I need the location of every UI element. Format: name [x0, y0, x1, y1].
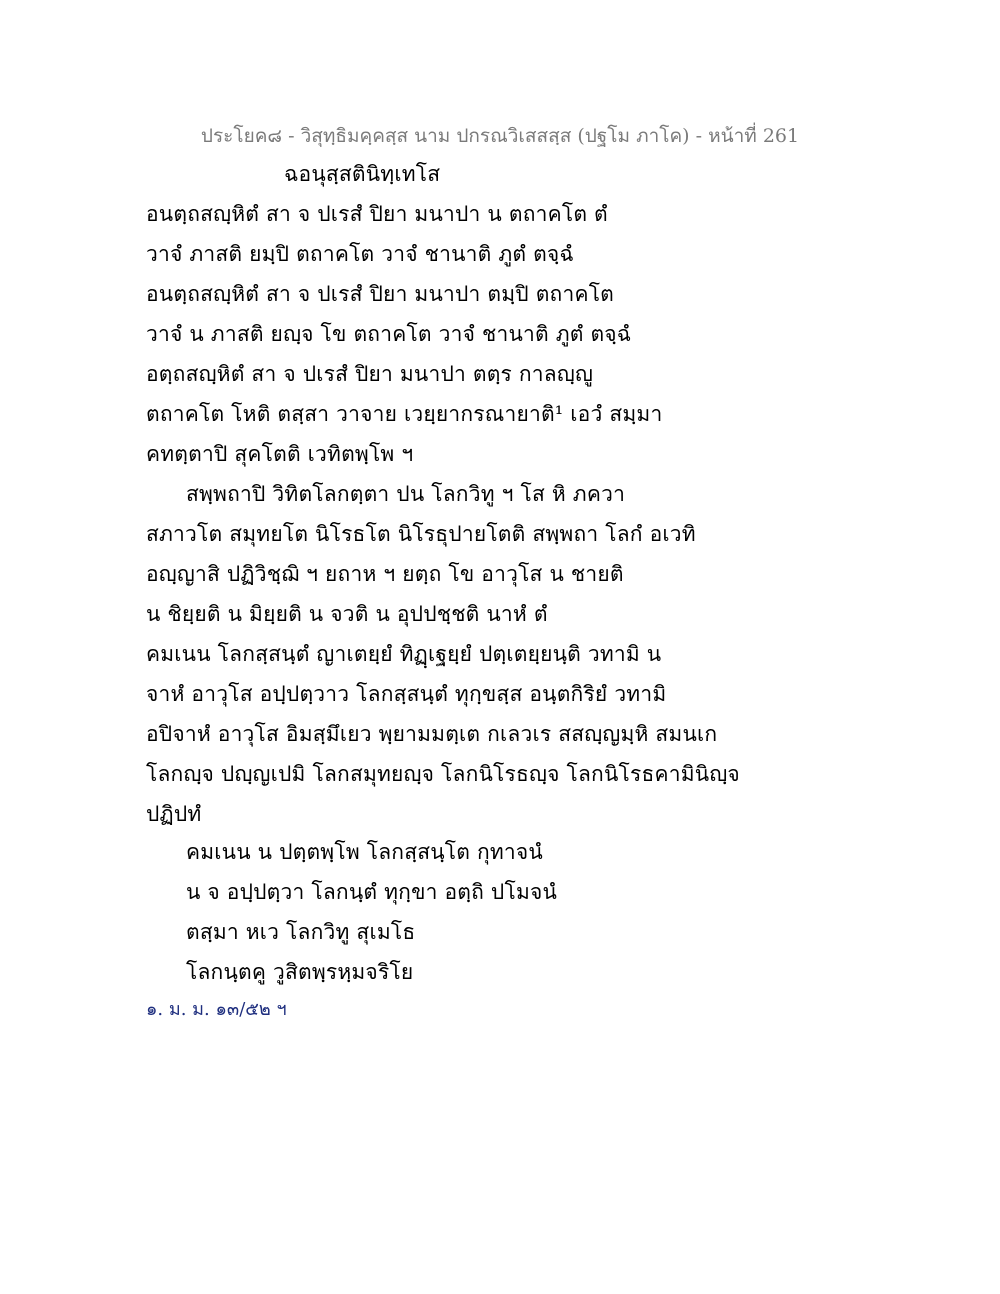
section-title: ฉอนุสฺสตินิทฺเทโส	[284, 162, 441, 186]
text-line: อนตฺถสญฺหิตํ สา จ ปเรสํ ปิยา มนาปา ตมฺปิ ตถาคโต	[146, 282, 615, 306]
text-line: ตถาคโต โหติ ตสฺสา วาจาย เวยฺยากรณายาติ¹ เอวํ สมฺมา	[146, 402, 663, 426]
text-line: คมเนน โลกสฺสนฺตํ ญาเตยฺยํ ทิฏฺเฐยฺยํ ปตฺเตยฺยนฺติ วทามิ น	[146, 642, 662, 666]
text-line: คทตฺตาปิ สุคโตติ เวทิตพฺโพ ฯ	[146, 442, 414, 466]
text-line: อญฺญาสิ ปฏิวิชฺฌิ ฯ ยถาห ฯ ยตฺถ โข อาวุโส น ชายติ	[146, 562, 624, 586]
text-line: สพฺพถาปิ วิทิตโลกตฺตา ปน โลกวิทู ฯ โส หิ ภควา	[186, 482, 626, 506]
text-line: จาหํ อาวุโส อปฺปตฺวาว โลกสฺสนฺตํ ทุกฺขสฺส อนฺตกิริยํ วทามิ	[146, 682, 667, 706]
running-head: ประโยค๘ - วิสุทฺธิมคฺคสฺส นาม ปกรณวิเสสสฺส (ปฐโม ภาโค) - หน้าที่ 261	[200, 125, 800, 147]
text-line: อตฺถสญฺหิตํ สา จ ปเรสํ ปิยา มนาปา ตตฺร กาลญฺญู	[146, 362, 594, 386]
verse-line: คมเนน น ปตฺตพฺโพ โลกสฺสนฺโต กุทาจนํ	[186, 840, 543, 864]
text-line: น ชิยฺยติ น มิยฺยติ น จวติ น อุปปชฺชติ นาหํ ตํ	[146, 602, 548, 626]
text-line: ปฏิปทํ	[146, 802, 202, 826]
verse-line: ตสฺมา หเว โลกวิทู สุเมโธ	[186, 920, 416, 944]
verse-line: โลกนฺตคู วูสิตพฺรหฺมจริโย	[186, 960, 414, 984]
text-line: วาจํ น ภาสติ ยญฺจ โข ตถาคโต วาจํ ชานาติ ภูตํ ตจฺฉํ	[146, 322, 632, 346]
text-line: สภาวโต สมุทยโต นิโรธโต นิโรธุปายโตติ สพฺพถา โลกํ อเวทิ	[146, 522, 696, 546]
verse-line: น จ อปฺปตฺวา โลกนฺตํ ทุกฺขา อตฺถิ ปโมจนํ	[186, 880, 558, 904]
text-line: อปิจาหํ อาวุโส อิมสฺมึเยว พฺยามมตฺเต กเลวเร สสญฺญมฺหิ สมนเก	[146, 722, 718, 746]
text-line: อนตฺถสญฺหิตํ สา จ ปเรสํ ปิยา มนาปา น ตถาคโต ตํ	[146, 202, 608, 226]
text-line: วาจํ ภาสติ ยมฺปิ ตถาคโต วาจํ ชานาติ ภูตํ ตจฺฉํ	[146, 242, 574, 266]
footnote: ๑. ม. ม. ๑๓/๕๒ ฯ	[146, 999, 287, 1020]
text-line: โลกญฺจ ปญฺญเปมิ โลกสมุทยญฺจ โลกนิโรธญฺจ โลกนิโรธคามินิญฺจ	[146, 762, 740, 786]
